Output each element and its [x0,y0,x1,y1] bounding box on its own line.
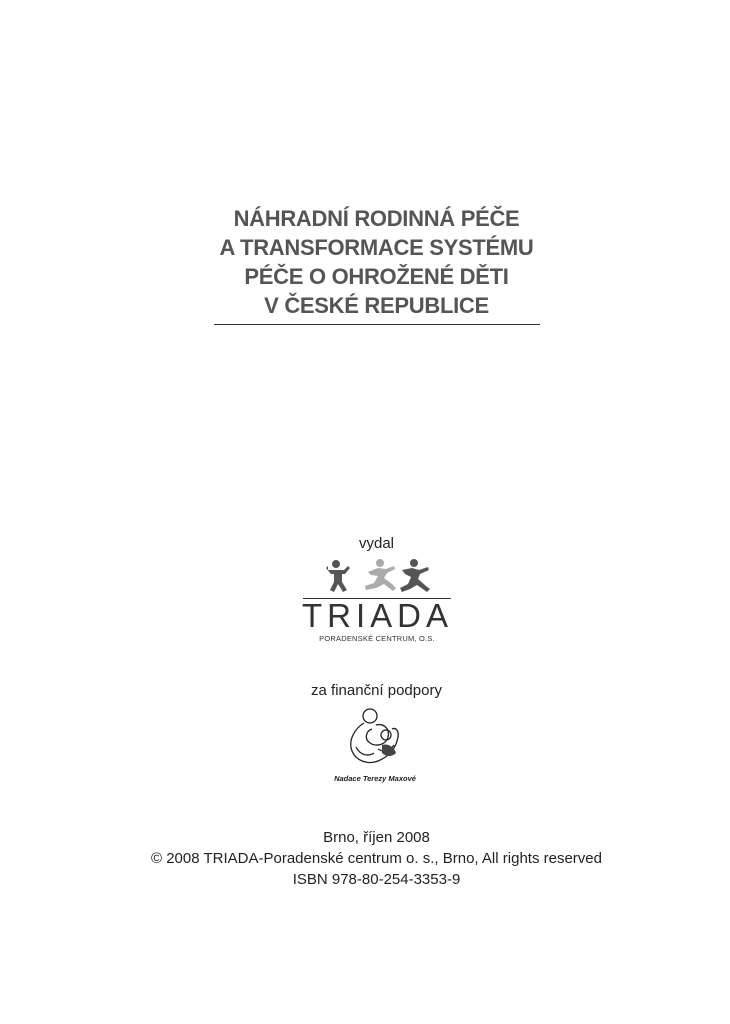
imprint-block [0,827,730,890]
imprint-place-date: Brno, říjen 2008 [323,829,430,846]
title-line-2: A TRANSFORMACE SYSTÉMU [219,235,534,260]
publisher-label: vydal [358,535,395,552]
book-title [0,204,730,320]
imprint-isbn: ISBN 978-80-254-3353-9 [292,871,461,888]
sponsor-name: Nadace Terezy Maxové [334,774,416,783]
figure-2-icon [365,559,396,591]
title-line-4: V ČESKÉ REPUBLICE [264,293,489,318]
sponsor-label: za finanční podpory [311,682,442,699]
nadace-mother-child-logo [346,707,404,769]
triada-figures-logo [322,558,434,594]
title-line-3: PÉČE O OHROŽENÉ DĚTI [244,264,509,289]
figure-3-icon [400,559,430,592]
publisher-name: TRIADA [302,597,454,634]
title-line-1: NÁHRADNÍ RODINNÁ PÉČE [233,206,520,231]
title-underline [214,324,540,325]
imprint-copyright: © 2008 TRIADA-Poradenské centrum o. s., Brno, All rights reserved [151,850,602,867]
figure-1-icon [326,560,350,592]
publisher-subtitle: PORADENSKÉ CENTRUM, O.S. [319,634,435,643]
